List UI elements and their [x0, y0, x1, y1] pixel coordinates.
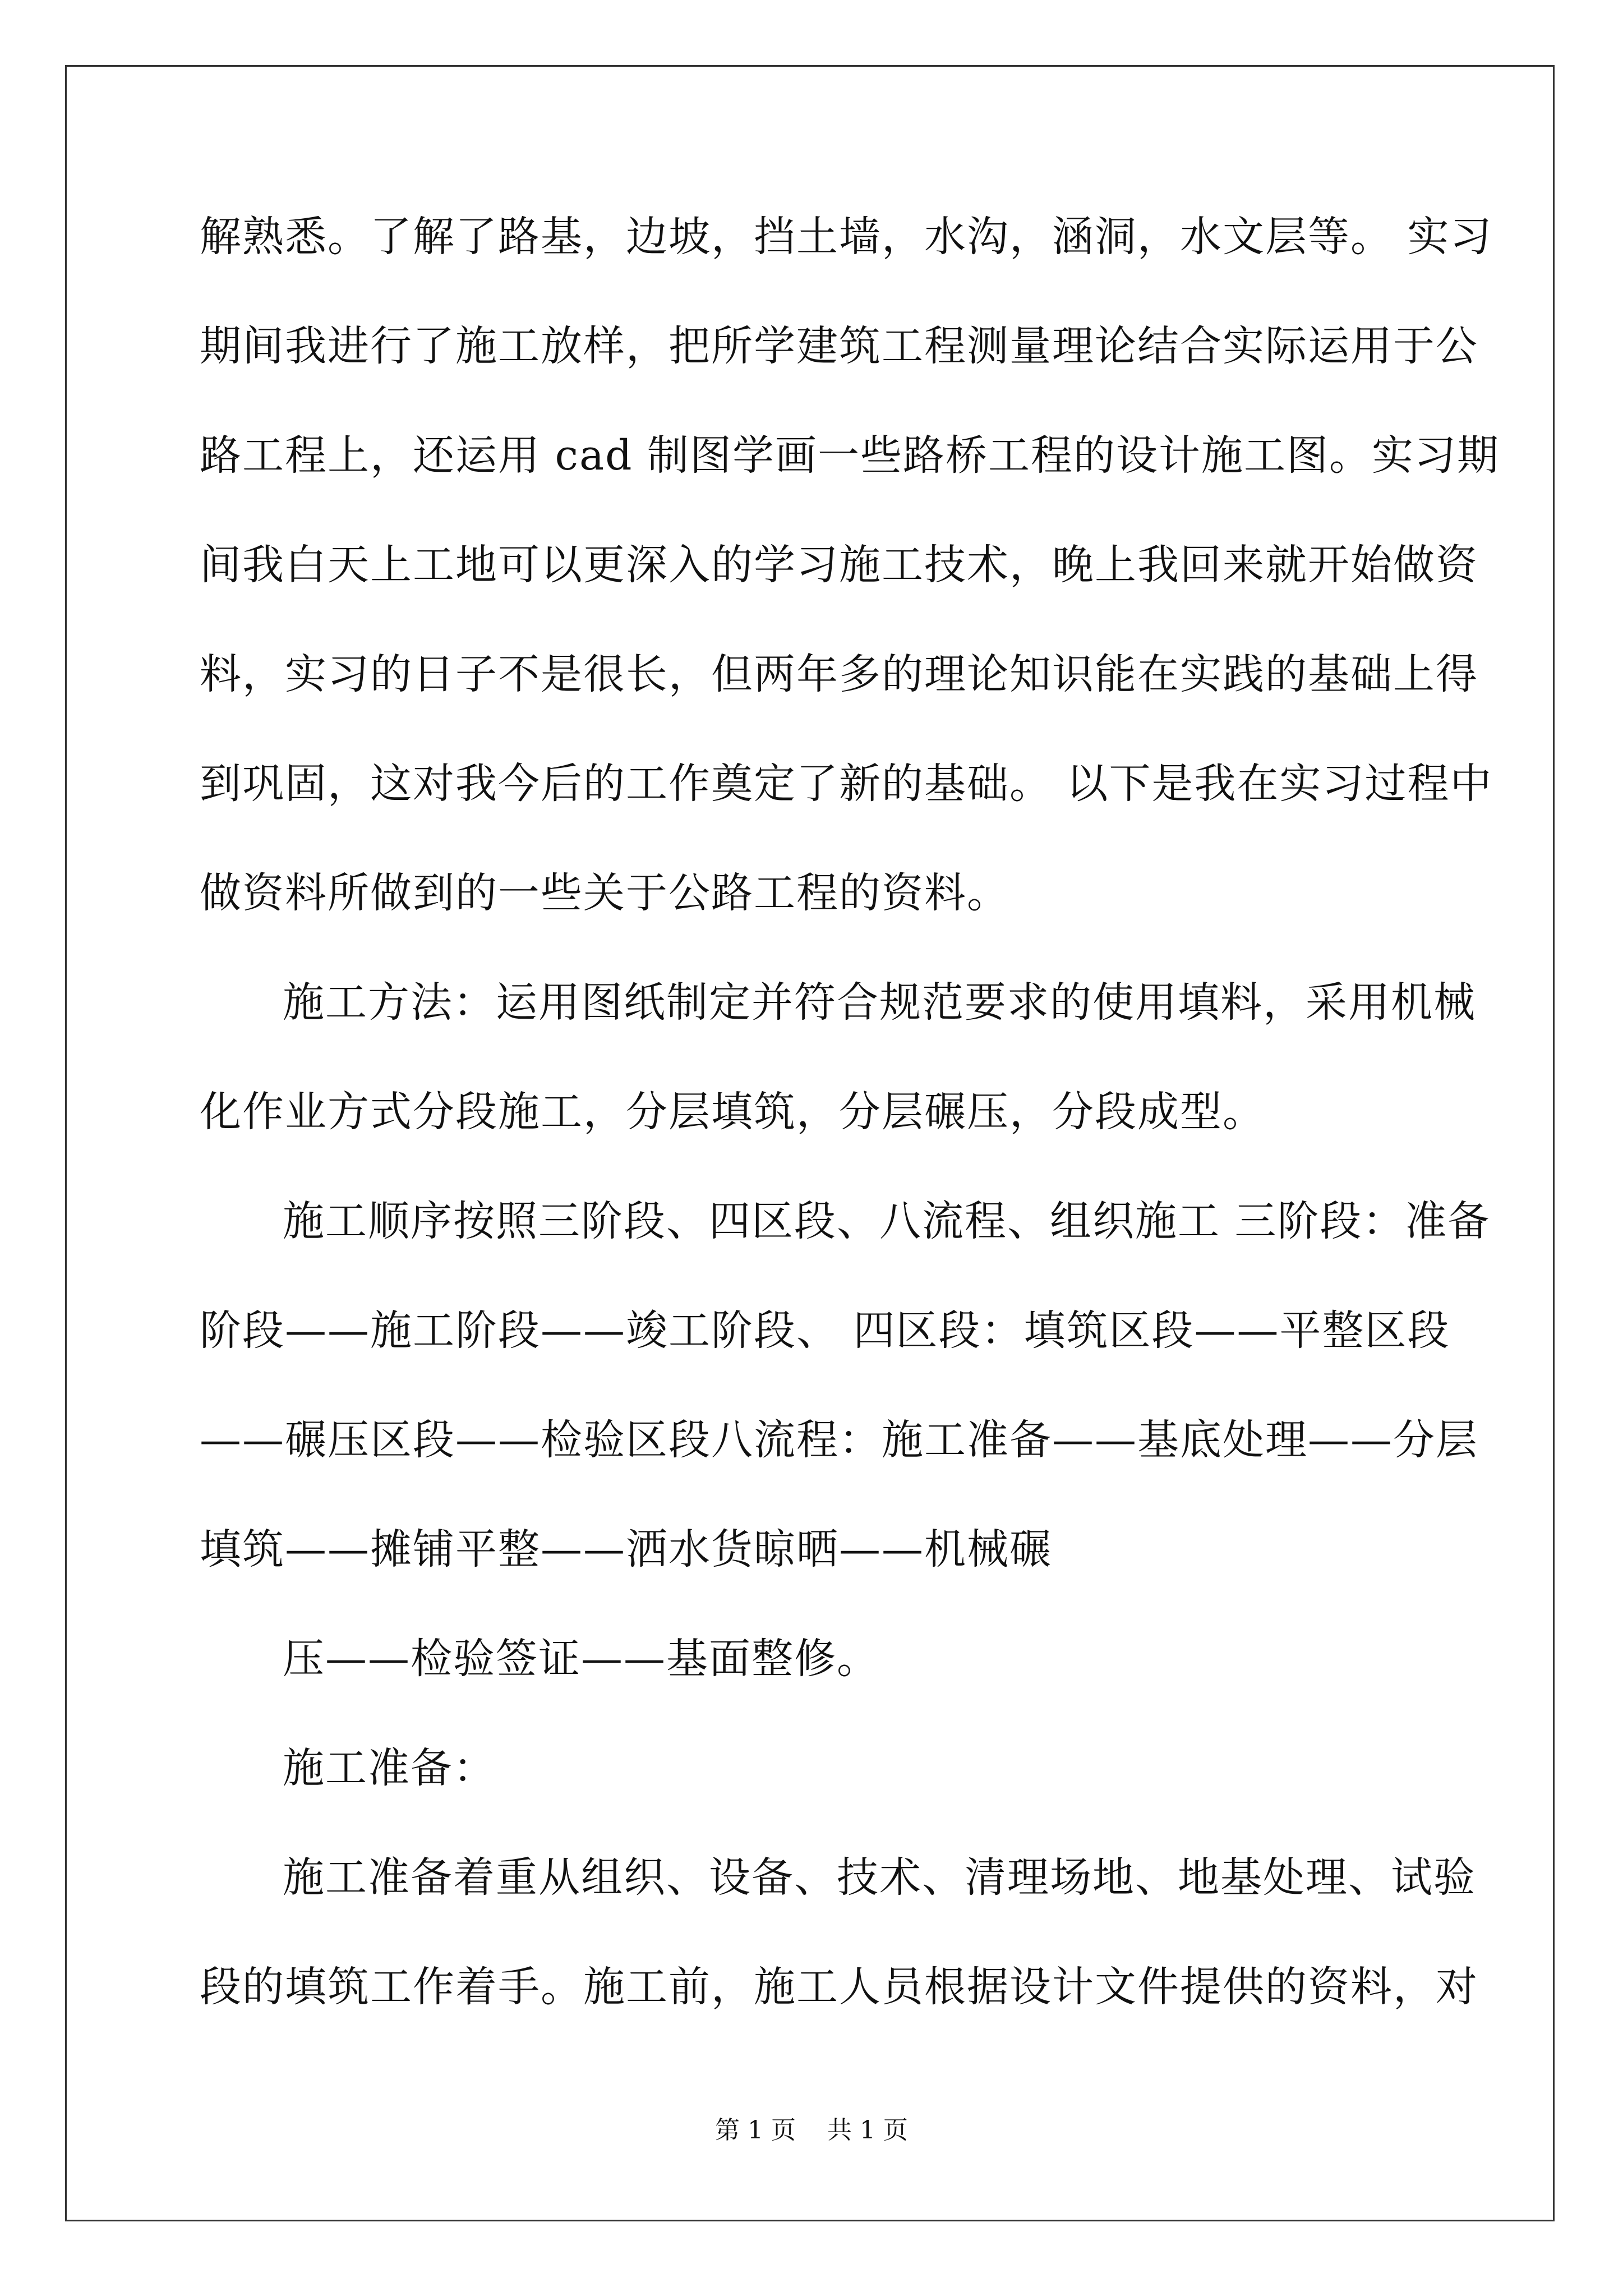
paragraph-line: 间我白天上工地可以更深入的学习施工技术，晚上我回来就开始做资	[200, 541, 1478, 589]
paragraph-line: 解熟悉。了解了路基，边坡，挡土墙，水沟，涵洞，水文层等。 实习	[200, 213, 1493, 261]
paragraph-line: 期间我进行了施工放样，把所学建筑工程测量理论结合实际运用于公	[200, 322, 1478, 370]
paragraph-line: 到巩固，这对我今后的工作奠定了新的基础。 以下是我在实习过程中	[200, 760, 1493, 808]
paragraph-line: 填筑——摊铺平整——洒水货晾晒——机械碾	[200, 1525, 1052, 1573]
paragraph-line: 料，实习的日子不是很长，但两年多的理论知识能在实践的基础上得	[200, 650, 1478, 698]
paragraph-line: 施工准备着重从组织、设备、技术、清理场地、地基处理、试验	[283, 1853, 1476, 1902]
paragraph-line: 化作业方式分段施工，分层填筑，分层碾压，分段成型。	[200, 1088, 1265, 1136]
paragraph-line: 做资料所做到的一些关于公路工程的资料。	[200, 869, 1009, 917]
paragraph-line: 路工程上，还运用 cad 制图学画一些路桥工程的设计施工图。实习期	[200, 431, 1500, 480]
paragraph-line: 施工顺序按照三阶段、四区段、八流程、组织施工 三阶段：准备	[283, 1197, 1491, 1245]
section-heading: 施工准备：	[283, 1744, 496, 1792]
paragraph-line: 阶段——施工阶段——竣工阶段、 四区段：填筑区段——平整区段	[200, 1306, 1450, 1355]
paragraph-line: ——碾压区段——检验区段八流程：施工准备——基底处理——分层	[200, 1416, 1478, 1464]
paragraph-line: 压——检验签证——基面整修。	[283, 1635, 879, 1683]
paragraph-line: 施工方法：运用图纸制定并符合规范要求的使用填料，采用机械	[283, 978, 1476, 1027]
paragraph-line: 段的填筑工作着手。施工前，施工人员根据设计文件提供的资料，对	[200, 1963, 1478, 2011]
page-number-footer: 第 1 页 共 1 页	[715, 2116, 908, 2145]
